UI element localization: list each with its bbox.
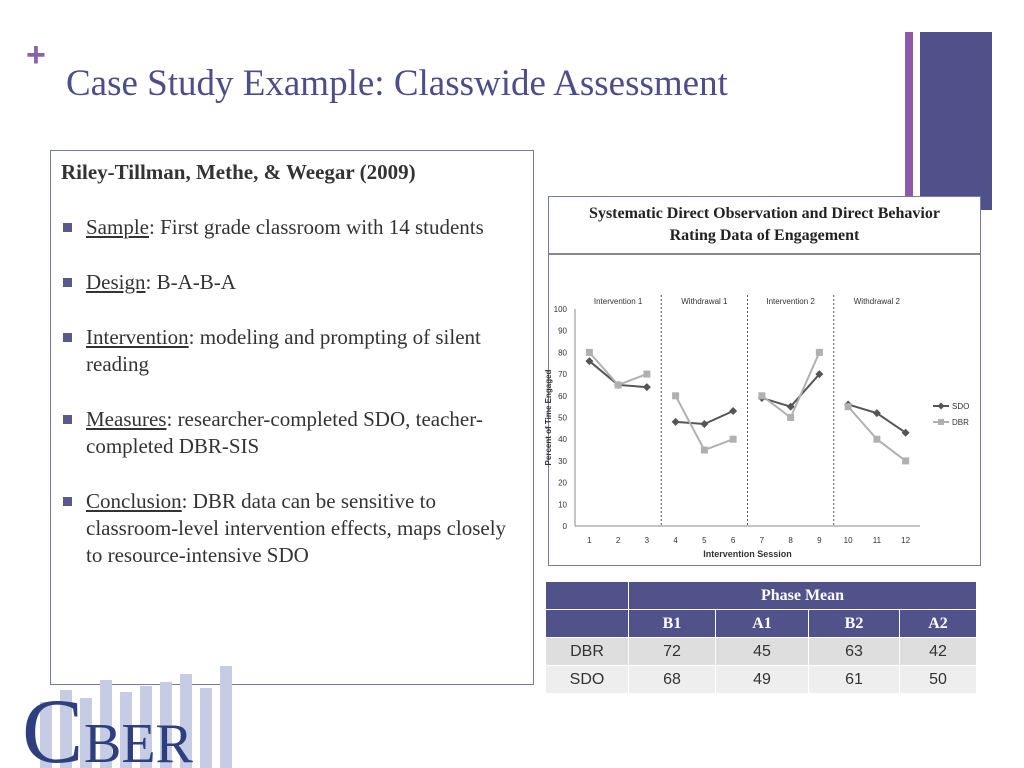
dbr-point [730, 436, 737, 443]
sdo-point [672, 418, 680, 426]
dbr-point [586, 349, 593, 356]
series-sdo-line [848, 404, 906, 432]
slide-title: Case Study Example: Classwide Assessment [66, 63, 728, 104]
x-tick-label: 10 [843, 536, 853, 545]
bullet-term: Conclusion [86, 489, 182, 513]
phase-mean-table [545, 581, 977, 694]
chart-title-line-1: Systematic Direct Observation and Direct Behavior [589, 205, 940, 222]
table-corner-cell [546, 610, 629, 638]
chart-plot [544, 197, 980, 565]
legend-marker [938, 419, 944, 425]
bullet-measures [61, 406, 523, 460]
row-label: DBR [546, 638, 629, 666]
y-axis-label: Percent of Time Engaged [544, 369, 553, 466]
bullet-term: Design [86, 270, 146, 294]
x-tick-label: 11 [872, 536, 882, 545]
bullet-term: Measures [86, 407, 167, 431]
x-tick-label: 1 [587, 536, 592, 545]
y-tick-label: 80 [558, 348, 567, 358]
y-tick-label: 40 [558, 435, 567, 445]
bullet-text: : modeling and prompting of silent reading [86, 325, 481, 376]
bullet-intervention [61, 324, 523, 378]
table-cell: 63 [809, 638, 900, 666]
column-header-b1: B1 [629, 610, 716, 638]
x-tick-label: 2 [615, 536, 621, 545]
bullet-square-icon [63, 333, 72, 342]
table-cell: 45 [716, 638, 809, 666]
dbr-point [787, 414, 794, 421]
x-tick-label: 3 [644, 536, 650, 545]
column-header-a2: A2 [900, 610, 977, 638]
table-cell: 49 [716, 666, 809, 694]
x-tick-label: 7 [759, 536, 765, 545]
dbr-point [873, 436, 880, 443]
legend-marker [938, 403, 945, 410]
legend-label: SDO [952, 402, 970, 411]
table-cell: 42 [900, 638, 977, 666]
table-header-row [546, 582, 977, 610]
bullet-text: : DBR data can be sensitive to classroom-level intervention effects, maps closely to resource-intensive SDO [86, 489, 507, 567]
table-cell: 61 [809, 666, 900, 694]
bullet-list [61, 214, 523, 569]
sdo-point [729, 407, 737, 415]
y-tick-label: 10 [558, 500, 567, 510]
logo-letter-c: C [22, 680, 84, 768]
y-tick-label: 90 [558, 326, 567, 336]
y-tick-label: 60 [558, 391, 567, 401]
phase-label: Intervention 1 [593, 297, 643, 306]
sdo-point [643, 383, 651, 391]
table-cell: 50 [900, 666, 977, 694]
dbr-point [701, 447, 708, 454]
dbr-point [672, 392, 679, 399]
y-tick-label: 30 [558, 456, 567, 466]
row-label: SDO [546, 666, 629, 694]
bullet-text: : researcher-completed SDO, teacher-completed DBR-SIS [86, 407, 483, 458]
bullet-term: Sample [86, 215, 149, 239]
bullet-design [61, 269, 523, 296]
table-corner-cell [546, 582, 629, 610]
phase-label: Intervention 2 [766, 297, 815, 306]
bullet-term: Intervention [86, 325, 189, 349]
logo-letters-ber: BER [84, 713, 193, 768]
table-row-sdo [546, 666, 977, 694]
dbr-point [758, 392, 765, 399]
bullet-text: : B-A-B-A [145, 270, 236, 294]
bullet-square-icon [63, 223, 72, 232]
phase-mean-header: Phase Mean [629, 582, 977, 610]
x-tick-label: 6 [730, 536, 736, 545]
chart-title-line-2: Rating Data of Engagement [669, 227, 860, 244]
bullet-text: : First grade classroom with 14 students [149, 215, 484, 239]
x-axis-label: Intervention Session [703, 549, 792, 559]
x-tick-label: 12 [901, 536, 911, 545]
dbr-point [816, 349, 823, 356]
y-tick-label: 50 [558, 413, 567, 423]
accent-bar-blue [920, 32, 992, 210]
legend-label: DBR [952, 418, 969, 427]
engagement-chart [544, 196, 981, 566]
content-textbox [50, 150, 534, 685]
bullet-sample [61, 214, 523, 241]
y-tick-label: 0 [562, 522, 567, 531]
table-row-dbr [546, 638, 977, 666]
column-header-b2: B2 [809, 610, 900, 638]
bullet-conclusion [61, 488, 523, 569]
bullet-square-icon [63, 497, 72, 506]
table-column-row [546, 610, 977, 638]
y-tick-label: 100 [553, 305, 567, 314]
bullet-square-icon [63, 278, 72, 287]
y-tick-label: 70 [558, 370, 567, 380]
bullet-square-icon [63, 415, 72, 424]
x-tick-label: 4 [673, 536, 678, 545]
phase-label: Withdrawal 2 [853, 297, 900, 306]
x-tick-label: 8 [788, 536, 793, 545]
x-tick-label: 9 [817, 536, 822, 545]
column-header-a1: A1 [716, 610, 809, 638]
y-tick-label: 20 [558, 478, 567, 488]
dbr-point [845, 403, 852, 410]
table-cell: 68 [629, 666, 716, 694]
accent-bar-purple [905, 32, 913, 196]
dbr-point [902, 457, 909, 464]
plus-icon: + [26, 36, 46, 74]
x-tick-label: 5 [702, 536, 707, 545]
cber-logo [22, 662, 237, 768]
phase-label: Withdrawal 1 [681, 297, 728, 306]
sdo-point [700, 420, 708, 428]
dbr-point [615, 381, 622, 388]
reference-citation: Riley-Tillman, Methe, & Weegar (2009) [61, 160, 416, 184]
table-cell: 72 [629, 638, 716, 666]
dbr-point [643, 371, 650, 378]
